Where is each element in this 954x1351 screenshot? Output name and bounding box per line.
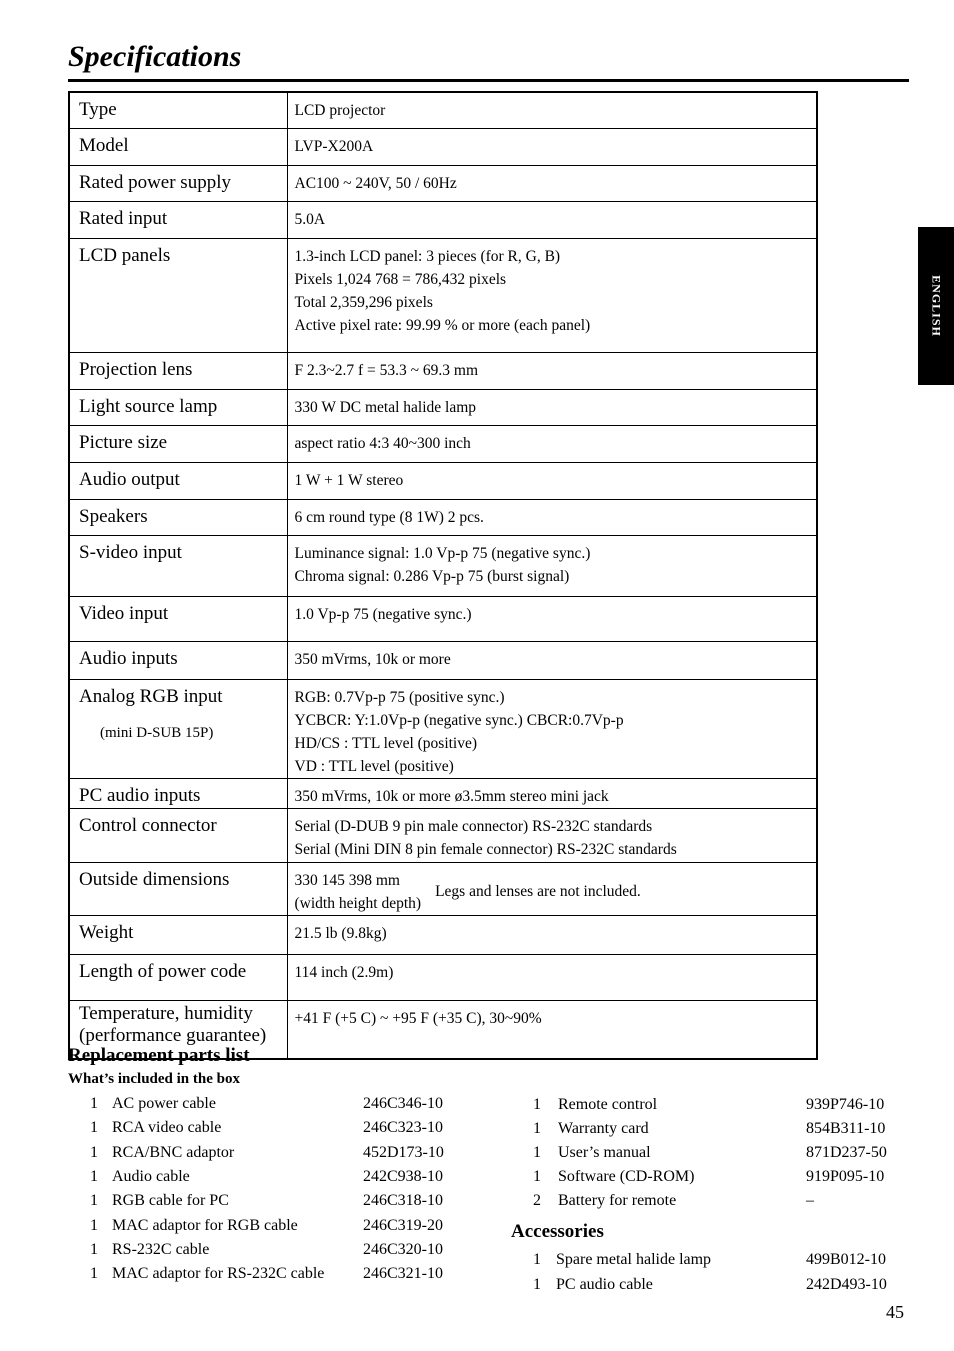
part-qty: 1 (90, 1240, 98, 1258)
spec-value (287, 679, 817, 778)
part-name: MAC adaptor for RS-232C cable (112, 1265, 325, 1283)
spec-label: Speakers (69, 499, 287, 535)
spec-row (69, 862, 817, 915)
spec-value-line: 21.5 lb (9.8kg) (294, 924, 387, 942)
spec-label: Audio output (69, 462, 287, 499)
spec-value-line: 114 inch (2.9m) (294, 963, 394, 981)
spec-label: Temperature, humidity (performance guarantee) (69, 1000, 287, 1059)
spec-row (69, 954, 817, 1000)
spec-value (287, 535, 817, 596)
spec-value-line: Serial (D-DUB 9 pin male connector) RS-232C standards (294, 817, 653, 835)
spec-value-line: VD : TTL level (positive) (294, 757, 454, 775)
part-qty: 1 (90, 1119, 98, 1137)
spec-label: Audio inputs (69, 641, 287, 679)
page-number: 45 (886, 1302, 904, 1322)
part-name: RGB cable for PC (112, 1192, 229, 1210)
part-qty: 1 (90, 1192, 98, 1210)
spec-value-line: LCD projector (294, 102, 386, 119)
spec-value (287, 1000, 817, 1059)
spec-value-line: 1 W + 1 W stereo (294, 471, 404, 489)
spec-row (69, 201, 817, 238)
part-code: 242C938-10 (363, 1167, 443, 1185)
spec-row (69, 238, 817, 352)
part-code: 246C323-10 (363, 1119, 443, 1137)
spec-row (69, 165, 817, 201)
spec-value-line: aspect ratio 4:3 40~300 inch (294, 434, 471, 452)
spec-value-line: 330 145 398 mm (294, 871, 400, 889)
part-qty: 2 (533, 1192, 541, 1209)
spec-value (287, 128, 817, 165)
spec-sublabel: (mini D-SUB 15P) (100, 724, 214, 741)
part-code: 452D173-10 (363, 1143, 444, 1161)
spec-value-line: 5.0A (294, 210, 326, 228)
spec-label: Light source lamp (69, 389, 287, 425)
language-tab (918, 227, 954, 385)
spec-row (69, 128, 817, 165)
spec-value (287, 808, 817, 862)
spec-label: Type (69, 92, 287, 128)
part-code: 919P095-10 (806, 1168, 885, 1185)
spec-label: PC audio inputs (69, 778, 287, 808)
spec-row (69, 535, 817, 596)
part-code: 246C321-10 (363, 1265, 443, 1283)
part-name: RCA/BNC adaptor (112, 1143, 235, 1161)
spec-value-line: 350 mVrms, 10k or more ø3.5mm stereo mini jack (294, 787, 609, 805)
part-name: RS-232C cable (112, 1240, 210, 1258)
spec-value-line: Active pixel rate: 99.99 % or more (each panel) (294, 316, 591, 334)
spec-value-line: Total 2,359,296 pixels (294, 293, 433, 311)
spec-row (69, 389, 817, 425)
part-qty: 1 (533, 1120, 541, 1137)
spec-row (69, 462, 817, 499)
spec-value (287, 165, 817, 201)
part-name: Warranty card (558, 1120, 649, 1137)
title-rule (68, 79, 909, 82)
spec-value (287, 201, 817, 238)
spec-value (287, 462, 817, 499)
spec-row (69, 425, 817, 462)
spec-value (287, 238, 817, 352)
spec-row (69, 352, 817, 389)
page-title: Specifications (68, 40, 242, 73)
spec-row (69, 596, 817, 641)
part-qty: 1 (533, 1168, 541, 1185)
part-name: PC audio cable (556, 1276, 653, 1293)
spec-value-line: HD/CS : TTL level (positive) (294, 734, 478, 752)
part-name: Battery for remote (558, 1192, 677, 1209)
part-name: Software (CD-ROM) (558, 1168, 695, 1185)
spec-value-line: 1.3-inch LCD panel: 3 pieces (for R, G, B) (294, 247, 561, 265)
spec-label: LCD panels (69, 238, 287, 352)
spec-value (287, 862, 817, 915)
spec-value-line: (width height depth) (294, 894, 422, 912)
part-code: 871D237-50 (806, 1144, 887, 1161)
part-name: Remote control (558, 1096, 658, 1113)
spec-label: Control connector (69, 808, 287, 862)
spec-label: Length of power code (69, 954, 287, 1000)
spec-label: Projection lens (69, 352, 287, 389)
spec-value-line: Chroma signal: 0.286 Vp-p 75 (burst signal) (294, 567, 570, 585)
spec-value-line: Serial (Mini DIN 8 pin female connector) RS-232C standards (294, 840, 677, 858)
spec-row (69, 778, 817, 808)
part-code: 246C318-10 (363, 1192, 443, 1210)
spec-value-line: 330 W DC metal halide lamp (294, 398, 477, 416)
part-qty: 1 (533, 1251, 541, 1268)
spec-value (287, 425, 817, 462)
spec-value-line: Pixels 1,024 768 = 786,432 pixels (294, 270, 507, 288)
part-code: 242D493-10 (806, 1276, 887, 1293)
spec-label: Rated power supply (69, 165, 287, 201)
spec-label: Analog RGB input (mini D-SUB 15P) (69, 679, 287, 778)
part-name: MAC adaptor for RGB cable (112, 1216, 298, 1234)
spec-value-line: F 2.3~2.7 f = 53.3 ~ 69.3 mm (294, 361, 479, 379)
part-qty: 1 (90, 1167, 98, 1185)
spec-value (287, 641, 817, 679)
part-qty: 1 (533, 1144, 541, 1161)
spec-value (287, 352, 817, 389)
spec-table (68, 91, 818, 1060)
spec-value-note: Legs and lenses are not included. (435, 883, 641, 900)
part-qty: 1 (533, 1276, 541, 1293)
spec-value-line: LVP-X200A (294, 137, 374, 155)
spec-row (69, 499, 817, 535)
spec-label: Video input (69, 596, 287, 641)
spec-row (69, 641, 817, 679)
spec-value (287, 915, 817, 954)
spec-value (287, 778, 817, 808)
spec-row (69, 679, 817, 778)
part-qty: 1 (90, 1216, 98, 1234)
spec-value-line: 1.0 Vp-p 75 (negative sync.) (294, 605, 472, 623)
spec-label: Outside dimensions (69, 862, 287, 915)
spec-row (69, 92, 817, 128)
box-contents-subheading: What’s included in the box (68, 1071, 240, 1087)
part-name: User’s manual (558, 1144, 651, 1161)
part-code: 246C346-10 (363, 1095, 443, 1112)
part-name: RCA video cable (112, 1119, 222, 1137)
spec-label: Weight (69, 915, 287, 954)
spec-value-line: +41 F (+5 C) ~ +95 F (+35 C), 30~90% (294, 1009, 542, 1027)
spec-label: Model (69, 128, 287, 165)
spec-value-line: 350 mVrms, 10k or more (294, 650, 451, 668)
spec-value-line: RGB: 0.7Vp-p 75 (positive sync.) (294, 688, 505, 706)
part-code: 499B012-10 (806, 1251, 886, 1268)
spec-value (287, 499, 817, 535)
part-code: 246C320-10 (363, 1240, 443, 1258)
language-tab-label: ENGLISH (929, 275, 944, 337)
spec-value (287, 389, 817, 425)
part-code: 939P746-10 (806, 1096, 885, 1113)
spec-value-line: AC100 ~ 240V, 50 / 60Hz (294, 174, 457, 192)
part-qty: 1 (90, 1265, 98, 1283)
spec-value-line: Luminance signal: 1.0 Vp-p 75 (negative sync.) (294, 544, 591, 562)
spec-row (69, 915, 817, 954)
spec-label: Picture size (69, 425, 287, 462)
part-code: 246C319-20 (363, 1216, 443, 1234)
spec-value (287, 92, 817, 128)
part-code: – (806, 1192, 814, 1209)
spec-value (287, 596, 817, 641)
spec-label: Rated input (69, 201, 287, 238)
part-name: Spare metal halide lamp (556, 1251, 712, 1268)
part-name: Audio cable (112, 1167, 190, 1185)
spec-value-line: YCBCR: Y:1.0Vp-p (negative sync.) CBCR:0.7Vp-p (294, 711, 624, 729)
spec-value-line: 6 cm round type (8 1W) 2 pcs. (294, 508, 484, 526)
part-qty: 1 (90, 1143, 98, 1161)
spec-row (69, 808, 817, 862)
accessories-heading: Accessories (511, 1221, 604, 1242)
part-qty: 1 (533, 1096, 541, 1113)
spec-label: S-video input (69, 535, 287, 596)
replacement-heading: Replacement parts list (68, 1045, 250, 1066)
part-qty: 1 (90, 1095, 98, 1112)
part-code: 854B311-10 (806, 1120, 886, 1137)
spec-value (287, 954, 817, 1000)
part-name: AC power cable (112, 1095, 216, 1112)
